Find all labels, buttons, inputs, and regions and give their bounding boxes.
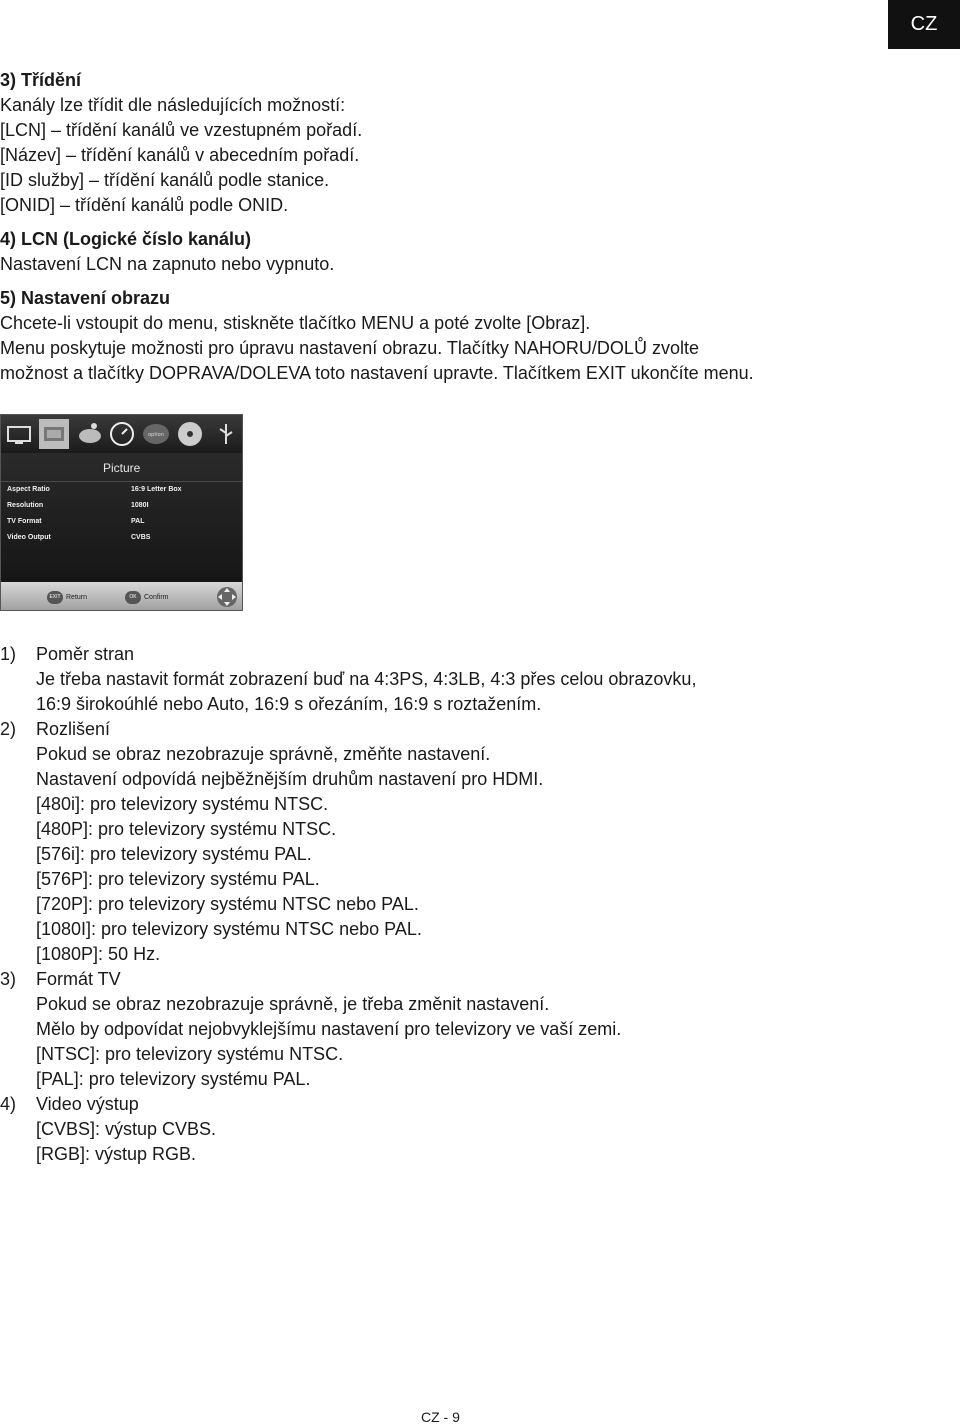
tv-icon xyxy=(5,419,35,449)
clock-icon xyxy=(107,419,137,449)
item-line: Mělo by odpovídat nejobvyklejšímu nastavení pro televizory ve vaší zemi. xyxy=(36,1019,622,1039)
section-heading-picture: 5) Nastavení obrazu xyxy=(0,288,171,308)
tv-menu-tab-bar xyxy=(1,415,243,453)
tv-menu-screenshot xyxy=(0,414,243,611)
dpad-icon xyxy=(215,585,239,609)
item-line: Je třeba nastavit formát zobrazení buď na 4:3PS, 4:3LB, 4:3 přes celou obrazovku, xyxy=(36,669,697,689)
item-line: [720P]: pro televizory systému NTSC nebo PAL. xyxy=(36,894,419,914)
tv-row-value: 1080I xyxy=(131,502,149,509)
page-number: CZ - 9 xyxy=(421,1409,460,1425)
item-line: 16:9 širokoúhlé nebo Auto, 16:9 s ořezáním, 16:9 s roztažením. xyxy=(36,694,542,714)
picture-icon xyxy=(39,419,69,449)
tv-menu-footer xyxy=(1,582,243,611)
tv-row-value: 16:9 Letter Box xyxy=(131,486,182,493)
option-icon-label: option xyxy=(148,432,164,438)
item-title: Formát TV xyxy=(36,969,121,989)
item-line: [RGB]: výstup RGB. xyxy=(36,1144,197,1164)
return-button[interactable] xyxy=(47,589,87,605)
item-line: [480i]: pro televizory systému NTSC. xyxy=(36,794,329,814)
top-text-block xyxy=(0,68,900,386)
item-line: [CVBS]: výstup CVBS. xyxy=(36,1119,217,1139)
exit-key-icon: EXIT xyxy=(47,591,63,604)
item-number: 2) xyxy=(0,719,17,739)
text-line: Nastavení LCN na zapnuto nebo vypnuto. xyxy=(0,254,335,274)
section-heading-lcn: 4) LCN (Logické číslo kanálu) xyxy=(0,229,252,249)
option-icon xyxy=(141,419,171,449)
item-line: Pokud se obraz nezobrazuje správně, je třeba změnit nastavení. xyxy=(36,994,550,1014)
text-line: [ID služby] – třídění kanálů podle stanice. xyxy=(0,170,330,190)
tv-row-value: CVBS xyxy=(131,534,151,541)
text-line: [ONID] – třídění kanálů podle ONID. xyxy=(0,195,289,215)
tv-row-label[interactable]: Aspect Ratio xyxy=(7,486,50,493)
item-line: [576i]: pro televizory systému PAL. xyxy=(36,844,312,864)
item-line: [NTSC]: pro televizory systému NTSC. xyxy=(36,1044,344,1064)
item-title: Poměr stran xyxy=(36,644,135,664)
item-number: 1) xyxy=(0,644,17,664)
tv-menu-title: Picture xyxy=(103,461,141,475)
item-line: [1080P]: 50 Hz. xyxy=(36,944,161,964)
item-line: Pokud se obraz nezobrazuje správně, změňte nastavení. xyxy=(36,744,491,764)
item-line: [PAL]: pro televizory systému PAL. xyxy=(36,1069,311,1089)
language-badge: CZ xyxy=(888,0,960,49)
tv-row-value: PAL xyxy=(131,518,145,525)
tv-row-label[interactable]: Video Output xyxy=(7,534,51,541)
confirm-label: Confirm xyxy=(144,593,169,601)
ok-key-icon: OK xyxy=(125,591,141,604)
item-line: [480P]: pro televizory systému NTSC. xyxy=(36,819,337,839)
text-line: Chcete-li vstoupit do menu, stiskněte tlačítko MENU a poté zvolte [Obraz]. xyxy=(0,313,591,333)
return-label: Return xyxy=(66,593,88,601)
item-title: Rozlišení xyxy=(36,719,111,739)
text-line: [LCN] – třídění kanálů ve vzestupném pořadí. xyxy=(0,120,363,140)
text-line: možnost a tlačítky DOPRAVA/DOLEVA toto nastavení upravte. Tlačítkem EXIT ukončíte menu. xyxy=(0,363,754,383)
item-number: 3) xyxy=(0,969,17,989)
usb-icon xyxy=(211,419,241,449)
item-line: Nastavení odpovídá nejběžnějším druhům nastavení pro HDMI. xyxy=(36,769,544,789)
disc-icon xyxy=(175,419,205,449)
section-heading-sorting: 3) Třídění xyxy=(0,70,82,90)
text-line: [Název] – třídění kanálů v abecedním pořadí. xyxy=(0,145,360,165)
item-line: [576P]: pro televizory systému PAL. xyxy=(36,869,320,889)
item-title: Video výstup xyxy=(36,1094,139,1114)
tv-row-label[interactable]: Resolution xyxy=(7,502,44,509)
text-line: Kanály lze třídit dle následujících možností: xyxy=(0,95,346,115)
satellite-dish-icon xyxy=(75,419,105,449)
item-number: 4) xyxy=(0,1094,17,1114)
tv-menu-divider xyxy=(1,481,243,482)
confirm-button[interactable] xyxy=(125,589,169,605)
item-line: [1080I]: pro televizory systému NTSC nebo PAL. xyxy=(36,919,422,939)
tv-row-label[interactable]: TV Format xyxy=(7,518,42,525)
settings-list xyxy=(0,642,900,1167)
text-line: Menu poskytuje možnosti pro úpravu nastavení obrazu. Tlačítky NAHORU/DOLŮ zvolte xyxy=(0,338,699,358)
